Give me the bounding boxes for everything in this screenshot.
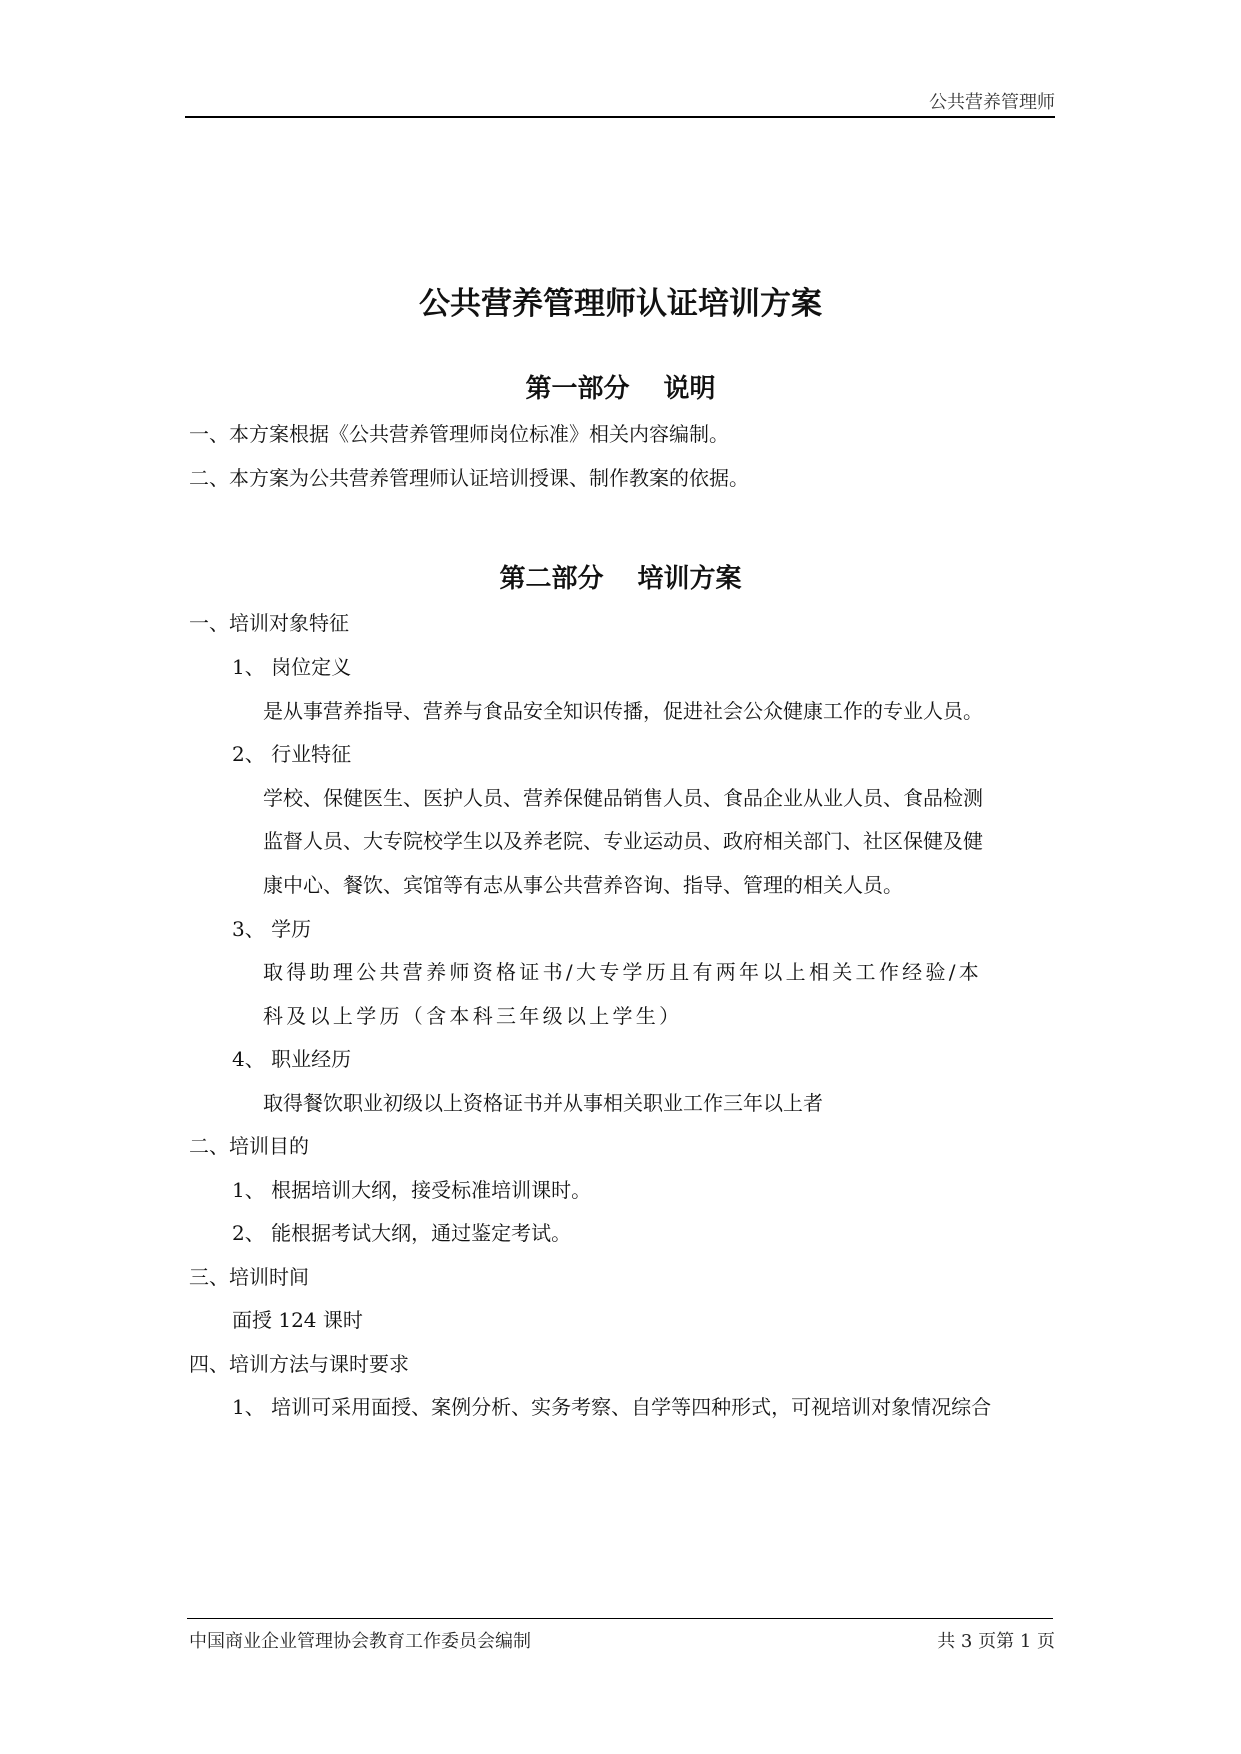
section1-sub3-body-line2: 科及以上学历（含本科三年级以上学生） bbox=[263, 1004, 683, 1028]
part1-heading-number: 第一部分 bbox=[525, 374, 630, 404]
section1-sub4-label: 4、 职业经历 bbox=[232, 1047, 352, 1071]
section1-sub2-body-line1: 学校、保健医生、医护人员、营养保健品销售人员、食品企业从业人员、食品检测 bbox=[263, 786, 983, 810]
section3-heading: 三、培训时间 bbox=[189, 1265, 309, 1289]
part1-item-1: 一、本方案根据《公共营养管理师岗位标准》相关内容编制。 bbox=[189, 422, 729, 446]
running-header: 公共营养管理师 bbox=[929, 92, 1055, 113]
document-title: 公共营养管理师认证培训方案 bbox=[419, 286, 822, 322]
part1-heading-title: 说明 bbox=[663, 374, 716, 404]
part1-item-2: 二、本方案为公共营养管理师认证培训授课、制作教案的依据。 bbox=[189, 466, 749, 490]
footer-organization: 中国商业企业管理协会教育工作委员会编制 bbox=[189, 1631, 531, 1652]
section1-sub3-body-line1: 取得助理公共营养师资格证书/大专学历且有两年以上相关工作经验/本 bbox=[263, 960, 983, 984]
footer-rule bbox=[187, 1618, 1053, 1619]
footer-page-number: 共 3 页第 1 页 bbox=[937, 1631, 1055, 1652]
section2-heading: 二、培训目的 bbox=[189, 1134, 309, 1158]
section1-sub2-body-line2: 监督人员、大专院校学生以及养老院、专业运动员、政府相关部门、社区保健及健 bbox=[263, 829, 983, 853]
section1-sub2-body-line3: 康中心、餐饮、宾馆等有志从事公共营养咨询、指导、管理的相关人员。 bbox=[263, 873, 903, 897]
section1-sub3-label: 3、 学历 bbox=[232, 917, 312, 941]
section1-sub2-label: 2、 行业特征 bbox=[232, 742, 352, 766]
part2-heading bbox=[0, 558, 1241, 595]
section4-heading: 四、培训方法与课时要求 bbox=[189, 1352, 409, 1376]
section1-sub1-body: 是从事营养指导、营养与食品安全知识传播，促进社会公众健康工作的专业人员。 bbox=[263, 699, 983, 723]
part1-heading bbox=[0, 368, 1241, 405]
section2-item-1: 1、 根据培训大纲，接受标准培训课时。 bbox=[232, 1178, 592, 1202]
part2-heading-title: 培训方案 bbox=[637, 564, 742, 594]
section1-heading: 一、培训对象特征 bbox=[189, 611, 349, 635]
header-rule bbox=[185, 116, 1055, 118]
section1-sub4-body: 取得餐饮职业初级以上资格证书并从事相关职业工作三年以上者 bbox=[263, 1091, 823, 1115]
section3-body: 面授 124 课时 bbox=[232, 1308, 363, 1332]
section1-sub1-label: 1、 岗位定义 bbox=[232, 655, 352, 679]
section2-item-2: 2、 能根据考试大纲，通过鉴定考试。 bbox=[232, 1221, 572, 1245]
part2-heading-number: 第二部分 bbox=[499, 564, 604, 594]
section4-item-1: 1、 培训可采用面授、案例分析、实务考察、自学等四种形式，可视培训对象情况综合 bbox=[232, 1395, 992, 1419]
